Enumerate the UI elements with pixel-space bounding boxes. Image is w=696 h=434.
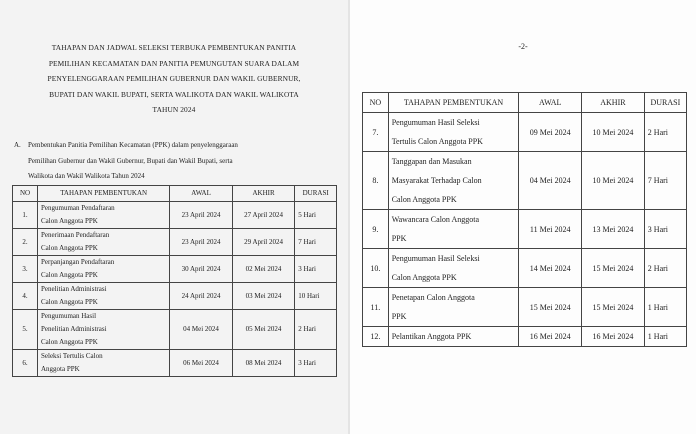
row-durasi: 2 Hari — [644, 249, 686, 288]
row-number: 8. — [363, 152, 389, 210]
table-row — [13, 229, 337, 256]
table-row — [363, 249, 687, 288]
row-akhir: 10 Mei 2024 — [582, 113, 645, 152]
tahapan-line: Pengumuman Hasil Seleksi — [391, 118, 480, 127]
row-tahapan — [38, 310, 170, 350]
tahapan-line: Pengumuman Hasil Seleksi — [391, 254, 480, 263]
document-title — [10, 40, 338, 118]
row-durasi: 2 Hari — [295, 310, 337, 350]
row-durasi: 3 Hari — [295, 256, 337, 283]
table-row — [13, 283, 337, 310]
row-tahapan — [38, 229, 170, 256]
section-line: Walikota dan Wakil Walikota Tahun 2024 — [28, 172, 145, 181]
tahapan-line: Calon Anggota PPK — [391, 273, 457, 282]
header-durasi: DURASI — [295, 186, 337, 202]
section-letter: A. — [14, 141, 21, 149]
row-awal: 15 Mei 2024 — [519, 288, 582, 327]
row-durasi: 2 Hari — [644, 113, 686, 152]
tahapan-line: Seleksi Tertulis Calon — [41, 352, 103, 360]
title-line: PENYELENGGARAAN PEMILIHAN GUBERNUR DAN WAKIL GUBERNUR, — [47, 74, 301, 84]
tahapan-line: Perpanjangan Pendaftaran — [41, 258, 115, 266]
section-a — [14, 138, 344, 185]
schedule-table-part-1 — [12, 185, 337, 377]
row-tahapan — [38, 202, 170, 229]
row-akhir: 02 Mei 2024 — [232, 256, 295, 283]
row-akhir: 05 Mei 2024 — [232, 310, 295, 350]
row-number: 11. — [363, 288, 389, 327]
tahapan-line: Pengumuman Hasil — [41, 312, 97, 320]
row-number: 10. — [363, 249, 389, 288]
row-number: 6. — [13, 350, 38, 377]
row-durasi: 7 Hari — [644, 152, 686, 210]
table-row — [363, 113, 687, 152]
table-header-row — [13, 186, 337, 202]
row-number: 12. — [363, 327, 389, 347]
header-tahapan: TAHAPAN PEMBENTUKAN — [388, 93, 519, 113]
section-line: Pembentukan Panitia Pemilihan Kecamatan (PPK) dalam penyelenggaraan — [28, 141, 238, 149]
tahapan-line: Calon Anggota PPK — [41, 217, 98, 225]
tahapan-line: PPK — [391, 312, 407, 321]
row-tahapan — [388, 210, 519, 249]
row-awal: 04 Mei 2024 — [519, 152, 582, 210]
row-akhir: 15 Mei 2024 — [582, 249, 645, 288]
header-awal: AWAL — [519, 93, 582, 113]
tahapan-line: Calon Anggota PPK — [41, 271, 98, 279]
row-akhir: 08 Mei 2024 — [232, 350, 295, 377]
tahapan-line: Penelitian Administrasi — [41, 325, 107, 333]
row-durasi: 1 Hari — [644, 327, 686, 347]
tahapan-line: PPK — [391, 234, 407, 243]
row-awal: 14 Mei 2024 — [519, 249, 582, 288]
table-row — [13, 256, 337, 283]
table-row — [13, 202, 337, 229]
header-awal: AWAL — [170, 186, 233, 202]
page-number: -2- — [518, 42, 528, 51]
row-tahapan — [388, 288, 519, 327]
row-durasi: 5 Hari — [295, 202, 337, 229]
table-row — [363, 152, 687, 210]
row-number: 9. — [363, 210, 389, 249]
row-awal: 06 Mei 2024 — [170, 350, 233, 377]
section-description — [28, 138, 344, 185]
row-akhir: 13 Mei 2024 — [582, 210, 645, 249]
row-tahapan — [388, 327, 519, 347]
row-awal: 16 Mei 2024 — [519, 327, 582, 347]
header-no: NO — [363, 93, 389, 113]
row-durasi: 7 Hari — [295, 229, 337, 256]
tahapan-line: Pengumuman Pendaftaran — [41, 204, 115, 212]
row-tahapan — [38, 283, 170, 310]
table-header-row — [363, 93, 687, 113]
row-awal: 09 Mei 2024 — [519, 113, 582, 152]
table-row — [13, 310, 337, 350]
row-tahapan — [388, 113, 519, 152]
table-row — [363, 210, 687, 249]
row-number: 7. — [363, 113, 389, 152]
tahapan-line: Penetapan Calon Anggota — [391, 293, 475, 302]
title-line: PEMILIHAN KECAMATAN DAN PANITIA PEMUNGUTAN SUARA DALAM — [48, 58, 300, 68]
tahapan-line: Calon Anggota PPK — [41, 298, 98, 306]
tahapan-line: Calon Anggota PPK — [41, 338, 98, 346]
title-line: TAHUN 2024 — [152, 105, 196, 115]
row-number: 1. — [13, 202, 38, 229]
tahapan-line: Calon Anggota PPK — [41, 244, 98, 252]
row-akhir: 16 Mei 2024 — [582, 327, 645, 347]
header-akhir: AKHIR — [232, 186, 295, 202]
tahapan-line: Masyarakat Terhadap Calon — [391, 176, 482, 185]
table-row — [13, 350, 337, 377]
row-durasi: 10 Hari — [295, 283, 337, 310]
row-number: 2. — [13, 229, 38, 256]
row-durasi: 1 Hari — [644, 288, 686, 327]
tahapan-line: Pelantikan Anggota PPK — [391, 332, 472, 341]
header-no: NO — [13, 186, 38, 202]
title-line: BUPATI DAN WAKIL BUPATI, SERTA WALIKOTA DAN WAKIL WALIKOTA — [49, 89, 299, 99]
row-durasi: 3 Hari — [644, 210, 686, 249]
header-durasi: DURASI — [644, 93, 686, 113]
tahapan-line: Anggota PPK — [41, 365, 80, 373]
row-akhir: 10 Mei 2024 — [582, 152, 645, 210]
tahapan-line: Penerimaan Pendaftaran — [41, 231, 110, 239]
header-akhir: AKHIR — [582, 93, 645, 113]
section-line: Pemilihan Gubernur dan Wakil Gubernur, Bupati dan Wakil Bupati, serta — [28, 156, 233, 165]
header-tahapan: TAHAPAN PEMBENTUKAN — [38, 186, 170, 202]
row-awal: 30 April 2024 — [170, 256, 233, 283]
table-row — [363, 288, 687, 327]
row-number: 3. — [13, 256, 38, 283]
row-akhir: 15 Mei 2024 — [582, 288, 645, 327]
row-awal: 23 April 2024 — [170, 202, 233, 229]
tahapan-line: Tertulis Calon Anggota PPK — [391, 137, 483, 146]
row-tahapan — [38, 256, 170, 283]
schedule-table-part-2 — [362, 92, 687, 347]
row-akhir: 27 April 2024 — [232, 202, 295, 229]
row-awal: 11 Mei 2024 — [519, 210, 582, 249]
row-tahapan — [38, 350, 170, 377]
row-awal: 23 April 2024 — [170, 229, 233, 256]
title-line: TAHAPAN DAN JADWAL SELEKSI TERBUKA PEMBENTUKAN PANITIA — [51, 43, 297, 52]
table-row — [363, 327, 687, 347]
tahapan-line: Calon Anggota PPK — [391, 195, 457, 204]
tahapan-line: Wawancara Calon Anggota — [391, 215, 480, 224]
row-tahapan — [388, 152, 519, 210]
row-tahapan — [388, 249, 519, 288]
tahapan-line: Tanggapan dan Masukan — [391, 157, 472, 166]
row-akhir: 29 April 2024 — [232, 229, 295, 256]
row-number: 5. — [13, 310, 38, 350]
tahapan-line: Penelitian Administrasi — [41, 285, 107, 293]
row-awal: 24 April 2024 — [170, 283, 233, 310]
row-durasi: 3 Hari — [295, 350, 337, 377]
row-awal: 04 Mei 2024 — [170, 310, 233, 350]
document-page-2 — [350, 0, 696, 434]
row-number: 4. — [13, 283, 38, 310]
row-akhir: 03 Mei 2024 — [232, 283, 295, 310]
